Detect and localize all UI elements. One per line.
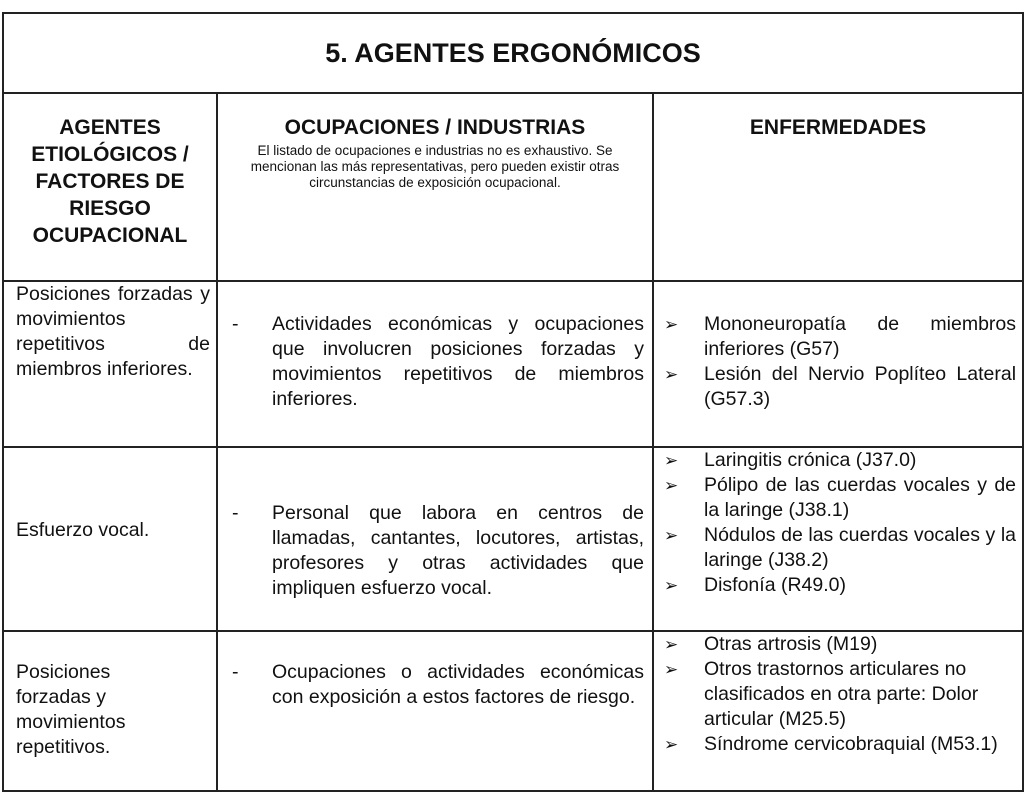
arrow-bullet-icon: ➢ — [664, 526, 679, 545]
header-row — [3, 93, 1023, 281]
disease-list — [654, 448, 1022, 598]
list-item — [664, 473, 1016, 523]
dash-bullet: - — [232, 313, 239, 335]
arrow-bullet-icon: ➢ — [664, 315, 679, 334]
diseases-cell — [653, 281, 1023, 447]
header-occupations-note: El listado de ocupaciones e industrias no es exhaustivo. Se mencionan las más representativas, pero pueden existir otras circunstancias de exposición ocupacional. — [250, 143, 620, 190]
header-diseases — [653, 93, 1023, 281]
dash-bullet: - — [232, 661, 239, 683]
disease-text: Síndrome cervicobraquial (M53.1) — [704, 733, 998, 755]
agent-cell — [3, 631, 217, 791]
disease-text: Laringitis crónica (J37.0) — [704, 449, 917, 471]
disease-text: Disfonía (R49.0) — [704, 574, 846, 596]
title-row — [3, 13, 1023, 93]
arrow-bullet-icon: ➢ — [664, 365, 679, 384]
arrow-bullet-icon: ➢ — [664, 576, 679, 595]
header-agents — [3, 93, 217, 281]
disease-text: Mononeuropatía de miembros inferiores (G57) — [704, 313, 1017, 360]
header-occupations-label: OCUPACIONES / INDUSTRIAS — [284, 116, 586, 139]
disease-list — [654, 632, 1022, 757]
table-row — [3, 631, 1023, 791]
diseases-cell — [653, 447, 1023, 631]
agent-text: Posiciones forzadas y movimientos repetitivos de miembros inferiores. — [16, 283, 210, 380]
diseases-cell — [653, 631, 1023, 791]
occupation-cell — [217, 631, 653, 791]
page-title: 5. AGENTES ERGONÓMICOS — [3, 13, 1023, 93]
disease-list — [654, 282, 1022, 412]
table-row — [3, 281, 1023, 447]
list-item — [664, 523, 1016, 573]
occupation-text: Ocupaciones o actividades económicas con exposición a estos factores de riesgo. — [272, 661, 644, 708]
header-diseases-label: ENFERMEDADES — [749, 116, 927, 139]
ergonomic-agents-table — [2, 12, 1024, 792]
list-item — [664, 732, 1016, 757]
list-item — [664, 632, 1016, 657]
list-item — [664, 657, 1016, 732]
list-item — [664, 362, 1016, 412]
arrow-bullet-icon: ➢ — [664, 476, 679, 495]
arrow-bullet-icon: ➢ — [664, 735, 679, 754]
disease-text: Lesión del Nervio Poplíteo Lateral (G57.3) — [704, 363, 1017, 410]
agent-cell — [3, 447, 217, 631]
occupation-cell — [217, 447, 653, 631]
header-occupations — [217, 93, 653, 281]
arrow-bullet-icon: ➢ — [664, 635, 679, 654]
table-row — [3, 447, 1023, 631]
list-item — [664, 448, 1016, 473]
agent-text: Esfuerzo vocal. — [16, 518, 150, 541]
occupation-cell — [217, 281, 653, 447]
list-item — [664, 573, 1016, 598]
disease-text: Otros trastornos articulares no clasificados en otra parte: Dolor articular (M25.5) — [704, 658, 979, 730]
occupation-text: Personal que labora en centros de llamadas, cantantes, locutores, artistas, profesores y otras actividades que impliquen esfuerzo vocal. — [272, 502, 644, 599]
disease-text: Pólipo de las cuerdas vocales y de la laringe (J38.1) — [704, 474, 1017, 521]
disease-text: Otras artrosis (M19) — [704, 633, 878, 655]
list-item — [664, 312, 1016, 362]
disease-text: Nódulos de las cuerdas vocales y la laringe (J38.2) — [704, 524, 1017, 571]
dash-bullet: - — [232, 502, 239, 524]
occupation-text: Actividades económicas y ocupaciones que involucren posiciones forzadas y movimientos repetitivos de miembros inferiores. — [272, 313, 644, 410]
arrow-bullet-icon: ➢ — [664, 660, 679, 679]
header-agents-label: AGENTES ETIOLÓGICOS / FACTORES DE RIESGO OCUPACIONAL — [31, 116, 189, 247]
agent-text: Posiciones forzadas y movimientos repetitivos. — [16, 661, 126, 758]
arrow-bullet-icon: ➢ — [664, 451, 679, 470]
agent-cell — [3, 281, 217, 447]
